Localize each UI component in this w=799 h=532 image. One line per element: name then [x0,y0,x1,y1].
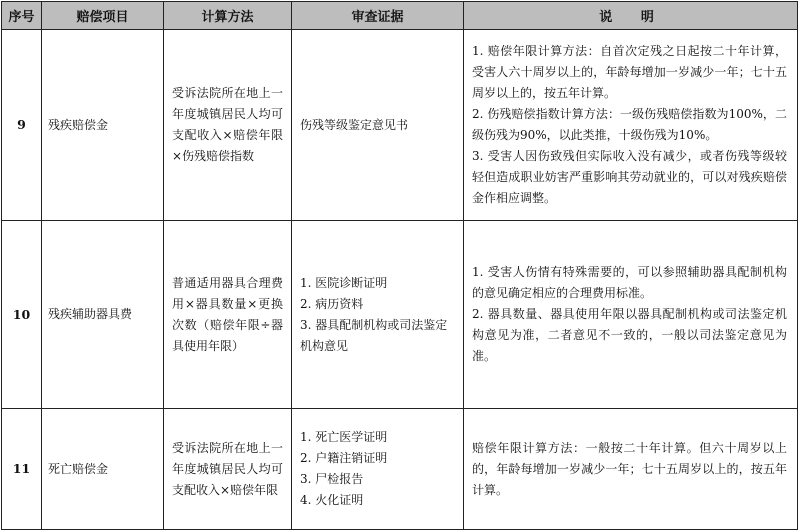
compensation-table [1,1,798,530]
row-note [464,30,798,221]
evidence-item: 1. 死亡医学证明 [300,430,388,444]
table-row [2,409,798,530]
note-item: 赔偿年限计算方法：一般按二十年计算。但六十周岁以上的，年龄每增加一岁减少一年；七十五周岁以上的，按五年计算。 [472,440,787,497]
row-item: 残疾辅助器具费 [42,221,164,409]
table-header-row [2,2,798,30]
row-seq: 9 [2,30,42,221]
row-evidence [292,30,464,221]
note-item: 1. 受害人伤情有特殊需要的，可以参照辅助器具配制机构的意见确定相应的合理费用标准。 [472,265,787,300]
header-note: 说 明 [464,2,798,30]
row-item: 死亡赔偿金 [42,409,164,530]
row-seq: 10 [2,221,42,409]
row-method: 普通适用器具合理费用×器具数量×更换次数（赔偿年限÷器具使用年限） [164,221,292,409]
header-seq: 序号 [2,2,42,30]
evidence-item: 3. 尸检报告 [300,472,364,486]
evidence-item: 2. 户籍注销证明 [300,451,388,465]
table-row [2,221,798,409]
evidence-item: 1. 医院诊断证明 [300,275,388,290]
evidence-item: 伤残等级鉴定意见书 [300,117,409,132]
table-row [2,30,798,221]
evidence-item: 3. 器具配制机构或司法鉴定机构意见 [300,317,448,353]
row-item: 残疾赔偿金 [42,30,164,221]
evidence-item: 4. 火化证明 [300,493,364,507]
note-item: 2. 伤残赔偿指数计算方法：一级伤残赔偿指数为100%，二级伤残为90%，以此类推，十级伤残为10%。 [472,107,787,142]
evidence-item: 2. 病历资料 [300,296,364,311]
header-evidence: 审查证据 [292,2,464,30]
row-note [464,409,798,530]
header-item: 赔偿项目 [42,2,164,30]
note-item: 3. 受害人因伤致残但实际收入没有减少，或者伤残等级较轻但造成职业妨害严重影响其劳动就业的，可以对残疾赔偿金作相应调整。 [472,149,787,205]
row-seq: 11 [2,409,42,530]
row-evidence [292,221,464,409]
row-method: 受诉法院所在地上一年度城镇居民人均可支配收入×赔偿年限×伤残赔偿指数 [164,30,292,221]
note-item: 1. 赔偿年限计算方法：自首次定残之日起按二十年计算，受害人六十周岁以上的，年龄每增加一岁减少一年；七十五周岁以上的，按五年计算。 [472,44,787,100]
row-note [464,221,798,409]
row-evidence [292,409,464,530]
row-method: 受诉法院所在地上一年度城镇居民人均可支配收入×赔偿年限 [164,409,292,530]
header-method: 计算方法 [164,2,292,30]
note-item: 2. 器具数量、器具使用年限以器具配制机构或司法鉴定机构意见为准，二者意见不一致的，一般以司法鉴定意见为准。 [472,307,787,363]
